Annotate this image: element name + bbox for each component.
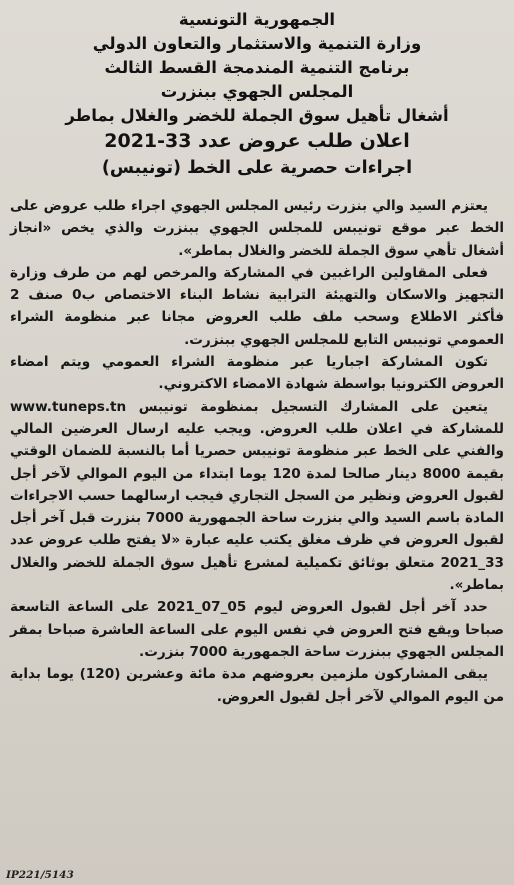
ministry-title: وزارة التنمية والاستثمار والتعاون الدولي [92, 34, 422, 53]
paragraph-registration [10, 396, 504, 597]
paragraph-validity: يبقى المشاركون ملزمين بعروضهم مدة مائة وعشرين (120) يوما بداية من اليوم الموالي لآخر أجل لقبول العروض. [10, 666, 504, 705]
notice-header [10, 8, 504, 181]
paragraph-intro: يعتزم السيد والي بنزرت رئيس المجلس الجهوي اجراء طلب عروض على الخط عبر موقع تونيبس للمجلس الجهوي ببنزرت والذي يخص «انجاز أشغال تأهي سوق الجملة للخضر والغلال بماطر». [10, 198, 504, 259]
paragraph-deadline: حدد آخر أجل لقبول العروض ليوم 05_07_2021 على الساعة التاسعة صباحا ويقع فتح العروض في نفس اليوم على الساعة العاشرة صباحا بمقر المجلس الجهوي ببنزرت ساحة الجمهورية 7000 بنزرت. [10, 599, 504, 660]
paragraph-eligibility: فعلى المقاولين الراغبين في المشاركة والمرخص لهم من طرف وزارة التجهيز والاسكان والتهيئة الترابية نشاط البناء الاختصاص ب0 صنف 2 فأكثر الاطلاع وسحب ملف طلب العروض مجانا عبر منظومة الشراء العمومي تونيبس التابع للمجلس الجهوي ببنزرت. [10, 264, 505, 348]
procedure-title: اجراءات حصرية على الخط (تونيبس) [101, 158, 413, 178]
tender-number-title: اعلان طلب عروض عدد 33-2021 [104, 130, 410, 152]
tuneps-link[interactable]: www.tuneps.tn [10, 398, 127, 415]
program-title: برنامج التنمية المندمجة القسط الثالث [104, 58, 410, 77]
project-title: أشغال تأهيل سوق الجملة للخضر والغلال بماطر [65, 106, 449, 125]
notice-body [10, 195, 504, 708]
registration-text-end: للمشاركة في اعلان طلب العروض. ويجب عليه ارسال العرضين المالي والفني على الخط عبر منظومة تونيبس حصريا أما بالنسبة للضمان الوقتي بقيمة 8000 دينار صالحا لمدة 120 يوما ابتداء من اليوم الموالي لآخر أجل لقبول العروض ونظير من السجل التجاري فيجب ارسالهما حسب الاجراءات المادة باسم السيد والي بنزرت ساحة الجمهورية 7000 بنزرت قبل آخر أجل لقبول العروض في ظرف مغلق يكتب عليه عبارة «لا يفتح طلب عروض عدد 33_2021 متعلق بوثائق تكميلية لمشرع تأهيل سوق الجملة للخضر والغلال بماطر». [10, 420, 505, 594]
reference-code: IP221/5143 [6, 869, 74, 881]
paragraph-electronic-signature: تكون المشاركة اجباريا عبر منظومة الشراء العمومي ويتم امضاء العروض الكترونيا بواسطة شهادة الامضاء الاكتروني. [10, 354, 504, 393]
registration-text-start: يتعين على المشارك التسجيل بمنظومة تونيبس [126, 398, 488, 415]
republic-title: الجمهورية التونسية [178, 10, 336, 29]
council-title: المجلس الجهوي ببنزرت [160, 82, 354, 101]
